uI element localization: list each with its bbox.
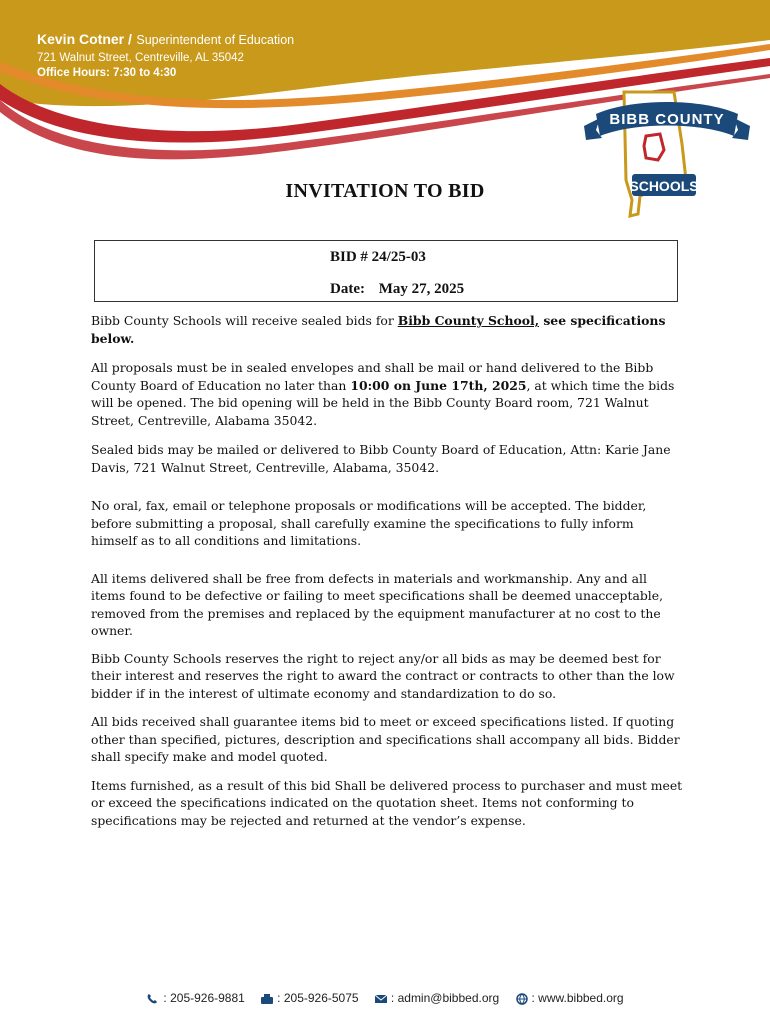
- paragraph-defects: All items delivered shall be free from defects in materials and workmanship. Any and all items found to be defective or failing to meet specifications shall be deemed unacceptable, removed from the premises and replaced by the equipment manufacturer at no cost to the owner.: [91, 570, 664, 638]
- phone-number: : 205-926-9881: [163, 990, 245, 1005]
- header-name-line: [37, 31, 294, 49]
- bid-date-label: Date:: [330, 281, 365, 297]
- website: : www.bibbed.org: [531, 990, 624, 1005]
- proposals-text-b: , at which time the bids will be opened. The bid opening will be held in the Bibb County Board room, 721 Walnut Street, Centreville, Alabama 35042.: [91, 377, 675, 428]
- deadline: 10:00 on June 17th, 2025: [350, 377, 527, 393]
- footer-contacts: [0, 990, 770, 1005]
- fax-number: : 205-926-5075: [277, 990, 359, 1005]
- paragraph-intro: [91, 312, 683, 347]
- school-reference: Bibb County School,: [397, 313, 540, 328]
- document-title: INVITATION TO BID: [285, 180, 485, 202]
- bid-number: BID # 24/25-03: [330, 249, 426, 265]
- bid-info-box: [94, 240, 678, 302]
- paragraph-proposals: [91, 359, 683, 429]
- logo-bottom-text: SCHOOLS: [629, 178, 699, 194]
- intro-text: Bibb County Schools will receive sealed bids for: [91, 313, 398, 328]
- paragraph-guarantee: All bids received shall guarantee items bid to meet or exceed specifications listed. If quoting other than specified, pictures, description and specifications shall accompany all bids. Bidder shall specify make and model quoted.: [91, 714, 680, 764]
- document-body: [91, 312, 683, 829]
- paragraph-reserves: Bibb County Schools reserves the right to reject any/or all bids as may be deemed best for their interest and reserves the right to award the contract or contracts to other than the low bidder if in the interest of ultimate economy and standardization to do so.: [91, 650, 675, 701]
- logo-graphic: [582, 84, 752, 224]
- footer-email: [374, 991, 499, 1005]
- footer-fax: [260, 991, 358, 1005]
- phone-icon: [146, 993, 160, 1005]
- email-address: : admin@bibbed.org: [390, 990, 500, 1005]
- superintendent-name: Kevin Cotner /: [37, 31, 132, 47]
- header-office-hours: Office Hours: 7:30 to 4:30: [37, 67, 177, 79]
- footer-web: [515, 991, 624, 1005]
- header-address: 721 Walnut Street, Centreville, AL 35042: [37, 52, 244, 64]
- logo-top-text: BIBB COUNTY: [609, 111, 725, 128]
- paragraph-mailing: Sealed bids may be mailed or delivered to Bibb County Board of Education, Attn: Karie Jane Davis, 721 Walnut Street, Centreville, Alabama, 35042.: [91, 442, 671, 475]
- fax-icon: [260, 993, 274, 1005]
- globe-icon: [515, 993, 529, 1005]
- header-info: [37, 31, 294, 79]
- bibb-county-schools-logo: [582, 84, 752, 224]
- paragraph-furnished: Items furnished, as a result of this bid Shall be delivered process to purchaser and must meet or exceed the specifications indicated on the quotation sheet. Items not conforming to specifications may be rejected and returned at the vendor’s expense.: [91, 777, 683, 828]
- bid-date-line: [330, 281, 474, 298]
- proposals-text-a: All proposals must be in sealed envelopes and shall be mail or hand delivered to the Bibb County Board of Education no later than: [91, 360, 654, 393]
- see-specifications: see specifications below.: [91, 313, 666, 346]
- superintendent-title: Superintendent of Education: [136, 33, 295, 47]
- email-icon: [374, 993, 388, 1005]
- footer-phone: [146, 991, 244, 1005]
- paragraph-no-oral: No oral, fax, email or telephone proposals or modifications will be accepted. The bidder, before submitting a proposal, shall carefully examine the specifications to fully inform himself as to all conditions and limitations.: [91, 498, 647, 548]
- bid-date-value: May 27, 2025: [378, 281, 465, 297]
